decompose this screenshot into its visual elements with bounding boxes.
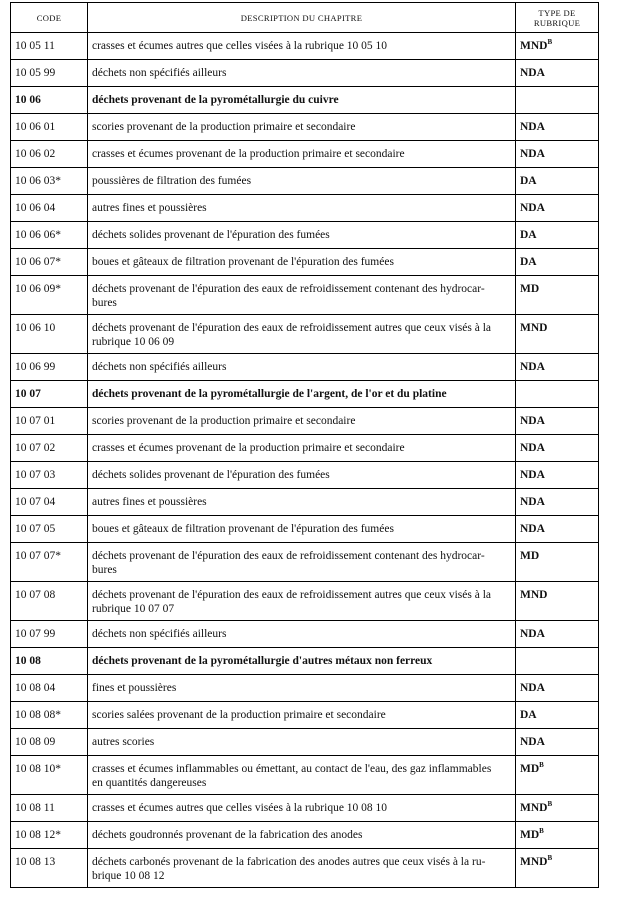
rubric-type-value: DA (520, 256, 537, 268)
description-text: autres fines et poussières (92, 496, 207, 508)
rubric-type-cell (516, 381, 599, 408)
rubric-type-cell (516, 60, 599, 87)
waste-code-cell: 10 08 08* (11, 702, 88, 729)
rubric-type-cell (516, 489, 599, 516)
rubric-type-value: MD (520, 763, 540, 775)
description-cell (88, 675, 516, 702)
table-row (11, 276, 599, 315)
waste-code-cell: 10 08 (11, 648, 88, 675)
table-row (11, 621, 599, 648)
table-body (11, 33, 599, 888)
description-text: déchets non spécifiés ailleurs (92, 361, 227, 373)
waste-code-cell: 10 07 03 (11, 462, 88, 489)
description-text: déchets solides provenant de l'épuration des fumées (92, 469, 330, 481)
description-text: déchets provenant de la pyrométallurgie du cuivre (92, 94, 339, 106)
description-text: déchets provenant de l'épuration des eaux de refroidissement autres que ceux visés à la (92, 322, 491, 334)
rubric-type-value: NDA (520, 469, 545, 481)
rubric-type-cell (516, 756, 599, 795)
description-cell (88, 354, 516, 381)
rubric-type-cell (516, 195, 599, 222)
description-text: déchets non spécifiés ailleurs (92, 67, 227, 79)
description-cell (88, 648, 516, 675)
waste-code-cell: 10 07 05 (11, 516, 88, 543)
rubric-type-value: NDA (520, 148, 545, 160)
description-cell (88, 702, 516, 729)
description-text: autres scories (92, 736, 155, 748)
description-text: déchets provenant de l'épuration des eaux de refroidissement contenant des hydrocar- (92, 550, 485, 562)
rubric-type-value: MND (520, 40, 548, 52)
description-text: crasses et écumes provenant de la production primaire et secondaire (92, 442, 405, 454)
waste-code-cell: 10 08 13 (11, 849, 88, 888)
description-cell (88, 489, 516, 516)
description-text: scories provenant de la production primaire et secondaire (92, 121, 356, 133)
description-text: crasses et écumes provenant de la production primaire et secondaire (92, 148, 405, 160)
waste-code-cell: 10 07 02 (11, 435, 88, 462)
description-cell (88, 543, 516, 582)
description-cell (88, 114, 516, 141)
waste-code-cell: 10 07 99 (11, 621, 88, 648)
description-cell (88, 795, 516, 822)
table-row (11, 849, 599, 888)
table-row (11, 60, 599, 87)
rubric-type-value: MD (520, 550, 540, 562)
rubric-type-value: NDA (520, 361, 545, 373)
waste-code-cell: 10 07 04 (11, 489, 88, 516)
description-text: déchets carbonés provenant de la fabrication des anodes autres que ceux visés à la ru- (92, 856, 486, 868)
table-row (11, 756, 599, 795)
description-cell (88, 168, 516, 195)
description-text: déchets solides provenant de l'épuration des fumées (92, 229, 330, 241)
waste-code-cell: 10 06 04 (11, 195, 88, 222)
rubric-type-cell (516, 33, 599, 60)
waste-code-cell: 10 06 02 (11, 141, 88, 168)
rubric-type-value: NDA (520, 682, 545, 694)
waste-code-cell: 10 08 11 (11, 795, 88, 822)
rubric-type-cell (516, 543, 599, 582)
rubric-type-cell (516, 408, 599, 435)
waste-code-cell: 10 07 (11, 381, 88, 408)
description-cell (88, 141, 516, 168)
table-row (11, 33, 599, 60)
waste-code-cell: 10 06 10 (11, 315, 88, 354)
table-header-row (11, 3, 599, 33)
rubric-type-value: MND (520, 856, 548, 868)
description-text: boues et gâteaux de filtration provenant de l'épuration des fumées (92, 523, 394, 535)
description-text-continued: en quantités dangereuses (92, 777, 207, 789)
rubric-type-cell (516, 462, 599, 489)
waste-code-cell: 10 06 06* (11, 222, 88, 249)
description-text: crasses et écumes autres que celles visées à la rubrique 10 08 10 (92, 802, 388, 814)
rubric-type-cell (516, 795, 599, 822)
rubric-type-cell (516, 822, 599, 849)
description-cell (88, 315, 516, 354)
description-text: crasses et écumes inflammables ou émettant, au contact de l'eau, des gaz inflammables (92, 763, 492, 775)
description-cell (88, 516, 516, 543)
table-row (11, 195, 599, 222)
column-header-type-line1: TYPE DE (538, 7, 576, 18)
description-text: déchets non spécifiés ailleurs (92, 628, 227, 640)
waste-code-cell: 10 06 (11, 87, 88, 114)
waste-code-cell: 10 06 99 (11, 354, 88, 381)
description-cell (88, 249, 516, 276)
description-text-continued: brique 10 08 12 (92, 870, 165, 882)
waste-code-table (10, 2, 599, 888)
description-text: boues et gâteaux de filtration provenant de l'épuration des fumées (92, 256, 394, 268)
column-header-code: CODE (11, 3, 88, 33)
description-text: scories salées provenant de la production primaire et secondaire (92, 709, 386, 721)
description-text-continued: bures (92, 564, 117, 576)
rubric-type-cell (516, 87, 599, 114)
description-cell (88, 435, 516, 462)
rubric-type-cell (516, 516, 599, 543)
rubric-type-cell (516, 675, 599, 702)
table-row (11, 675, 599, 702)
rubric-type-note: B (539, 761, 544, 770)
rubric-type-cell (516, 621, 599, 648)
description-text: déchets provenant de l'épuration des eaux de refroidissement autres que ceux visés à la (92, 589, 491, 601)
waste-code-cell: 10 05 99 (11, 60, 88, 87)
section-heading-row (11, 87, 599, 114)
description-cell (88, 222, 516, 249)
description-cell (88, 33, 516, 60)
description-text: autres fines et poussières (92, 202, 207, 214)
waste-code-cell: 10 08 10* (11, 756, 88, 795)
rubric-type-note: B (547, 854, 553, 863)
table-row (11, 822, 599, 849)
description-cell (88, 276, 516, 315)
table-row (11, 729, 599, 756)
description-cell (88, 621, 516, 648)
rubric-type-cell (516, 849, 599, 888)
column-header-type (516, 3, 599, 33)
table-row (11, 141, 599, 168)
description-text: poussières de filtration des fumées (92, 175, 252, 187)
rubric-type-value: NDA (520, 628, 545, 640)
waste-code-cell: 10 08 04 (11, 675, 88, 702)
rubric-type-cell (516, 354, 599, 381)
rubric-type-cell (516, 315, 599, 354)
rubric-type-cell (516, 249, 599, 276)
rubric-type-cell (516, 222, 599, 249)
table-row (11, 462, 599, 489)
rubric-type-value: NDA (520, 415, 545, 427)
description-cell (88, 87, 516, 114)
rubric-type-value: MD (520, 283, 540, 295)
table-row (11, 795, 599, 822)
waste-code-cell: 10 06 03* (11, 168, 88, 195)
rubric-type-value: NDA (520, 442, 545, 454)
rubric-type-value: MND (520, 322, 548, 334)
rubric-type-value: NDA (520, 736, 545, 748)
description-text-continued: rubrique 10 06 09 (92, 336, 175, 348)
rubric-type-value: MD (520, 829, 540, 841)
table-row (11, 489, 599, 516)
rubric-type-value: DA (520, 709, 537, 721)
rubric-type-value: NDA (520, 496, 545, 508)
waste-code-cell: 10 08 12* (11, 822, 88, 849)
rubric-type-note: B (547, 800, 553, 809)
table-row (11, 543, 599, 582)
rubric-type-cell (516, 141, 599, 168)
table-row (11, 315, 599, 354)
rubric-type-cell (516, 276, 599, 315)
rubric-type-value: NDA (520, 202, 545, 214)
section-heading-row (11, 381, 599, 408)
rubric-type-cell (516, 582, 599, 621)
rubric-type-cell (516, 648, 599, 675)
column-header-description: DESCRIPTION DU CHAPITRE (88, 3, 516, 33)
description-text-continued: rubrique 10 07 07 (92, 603, 175, 615)
description-text: scories provenant de la production primaire et secondaire (92, 415, 356, 427)
description-text: déchets provenant de la pyrométallurgie de l'argent, de l'or et du platine (92, 388, 447, 400)
description-cell (88, 60, 516, 87)
rubric-type-cell (516, 729, 599, 756)
waste-code-cell: 10 07 08 (11, 582, 88, 621)
description-cell (88, 756, 516, 795)
rubric-type-value: NDA (520, 523, 545, 535)
table-row (11, 702, 599, 729)
waste-code-cell: 10 08 09 (11, 729, 88, 756)
description-text-continued: bures (92, 297, 117, 309)
rubric-type-value: NDA (520, 67, 545, 79)
waste-code-cell: 10 06 07* (11, 249, 88, 276)
waste-code-cell: 10 07 07* (11, 543, 88, 582)
rubric-type-cell (516, 702, 599, 729)
rubric-type-note: B (547, 38, 553, 47)
section-heading-row (11, 648, 599, 675)
table-row (11, 114, 599, 141)
waste-code-cell: 10 06 09* (11, 276, 88, 315)
description-cell (88, 195, 516, 222)
waste-code-cell: 10 05 11 (11, 33, 88, 60)
table-row (11, 354, 599, 381)
description-cell (88, 849, 516, 888)
rubric-type-cell (516, 168, 599, 195)
description-cell (88, 381, 516, 408)
table-row (11, 222, 599, 249)
column-header-type-line2: RUBRIQUE (533, 17, 581, 28)
description-cell (88, 582, 516, 621)
rubric-type-value: DA (520, 229, 537, 241)
description-text: crasses et écumes autres que celles visées à la rubrique 10 05 10 (92, 40, 388, 52)
table-row (11, 408, 599, 435)
rubric-type-cell (516, 114, 599, 141)
waste-code-cell: 10 06 01 (11, 114, 88, 141)
rubric-type-value: DA (520, 175, 537, 187)
description-text: déchets goudronnés provenant de la fabrication des anodes (92, 829, 363, 841)
description-cell (88, 462, 516, 489)
rubric-type-cell (516, 435, 599, 462)
description-cell (88, 408, 516, 435)
description-cell (88, 822, 516, 849)
rubric-type-value: MND (520, 589, 548, 601)
rubric-type-value: MND (520, 802, 548, 814)
rubric-type-value: NDA (520, 121, 545, 133)
table-row (11, 249, 599, 276)
table-row (11, 435, 599, 462)
description-text: déchets provenant de l'épuration des eaux de refroidissement contenant des hydrocar- (92, 283, 485, 295)
description-text: déchets provenant de la pyrométallurgie d'autres métaux non ferreux (92, 655, 433, 667)
table-row (11, 168, 599, 195)
rubric-type-note: B (539, 827, 544, 836)
description-text: fines et poussières (92, 682, 177, 694)
table-row (11, 582, 599, 621)
table-row (11, 516, 599, 543)
waste-code-cell: 10 07 01 (11, 408, 88, 435)
description-cell (88, 729, 516, 756)
